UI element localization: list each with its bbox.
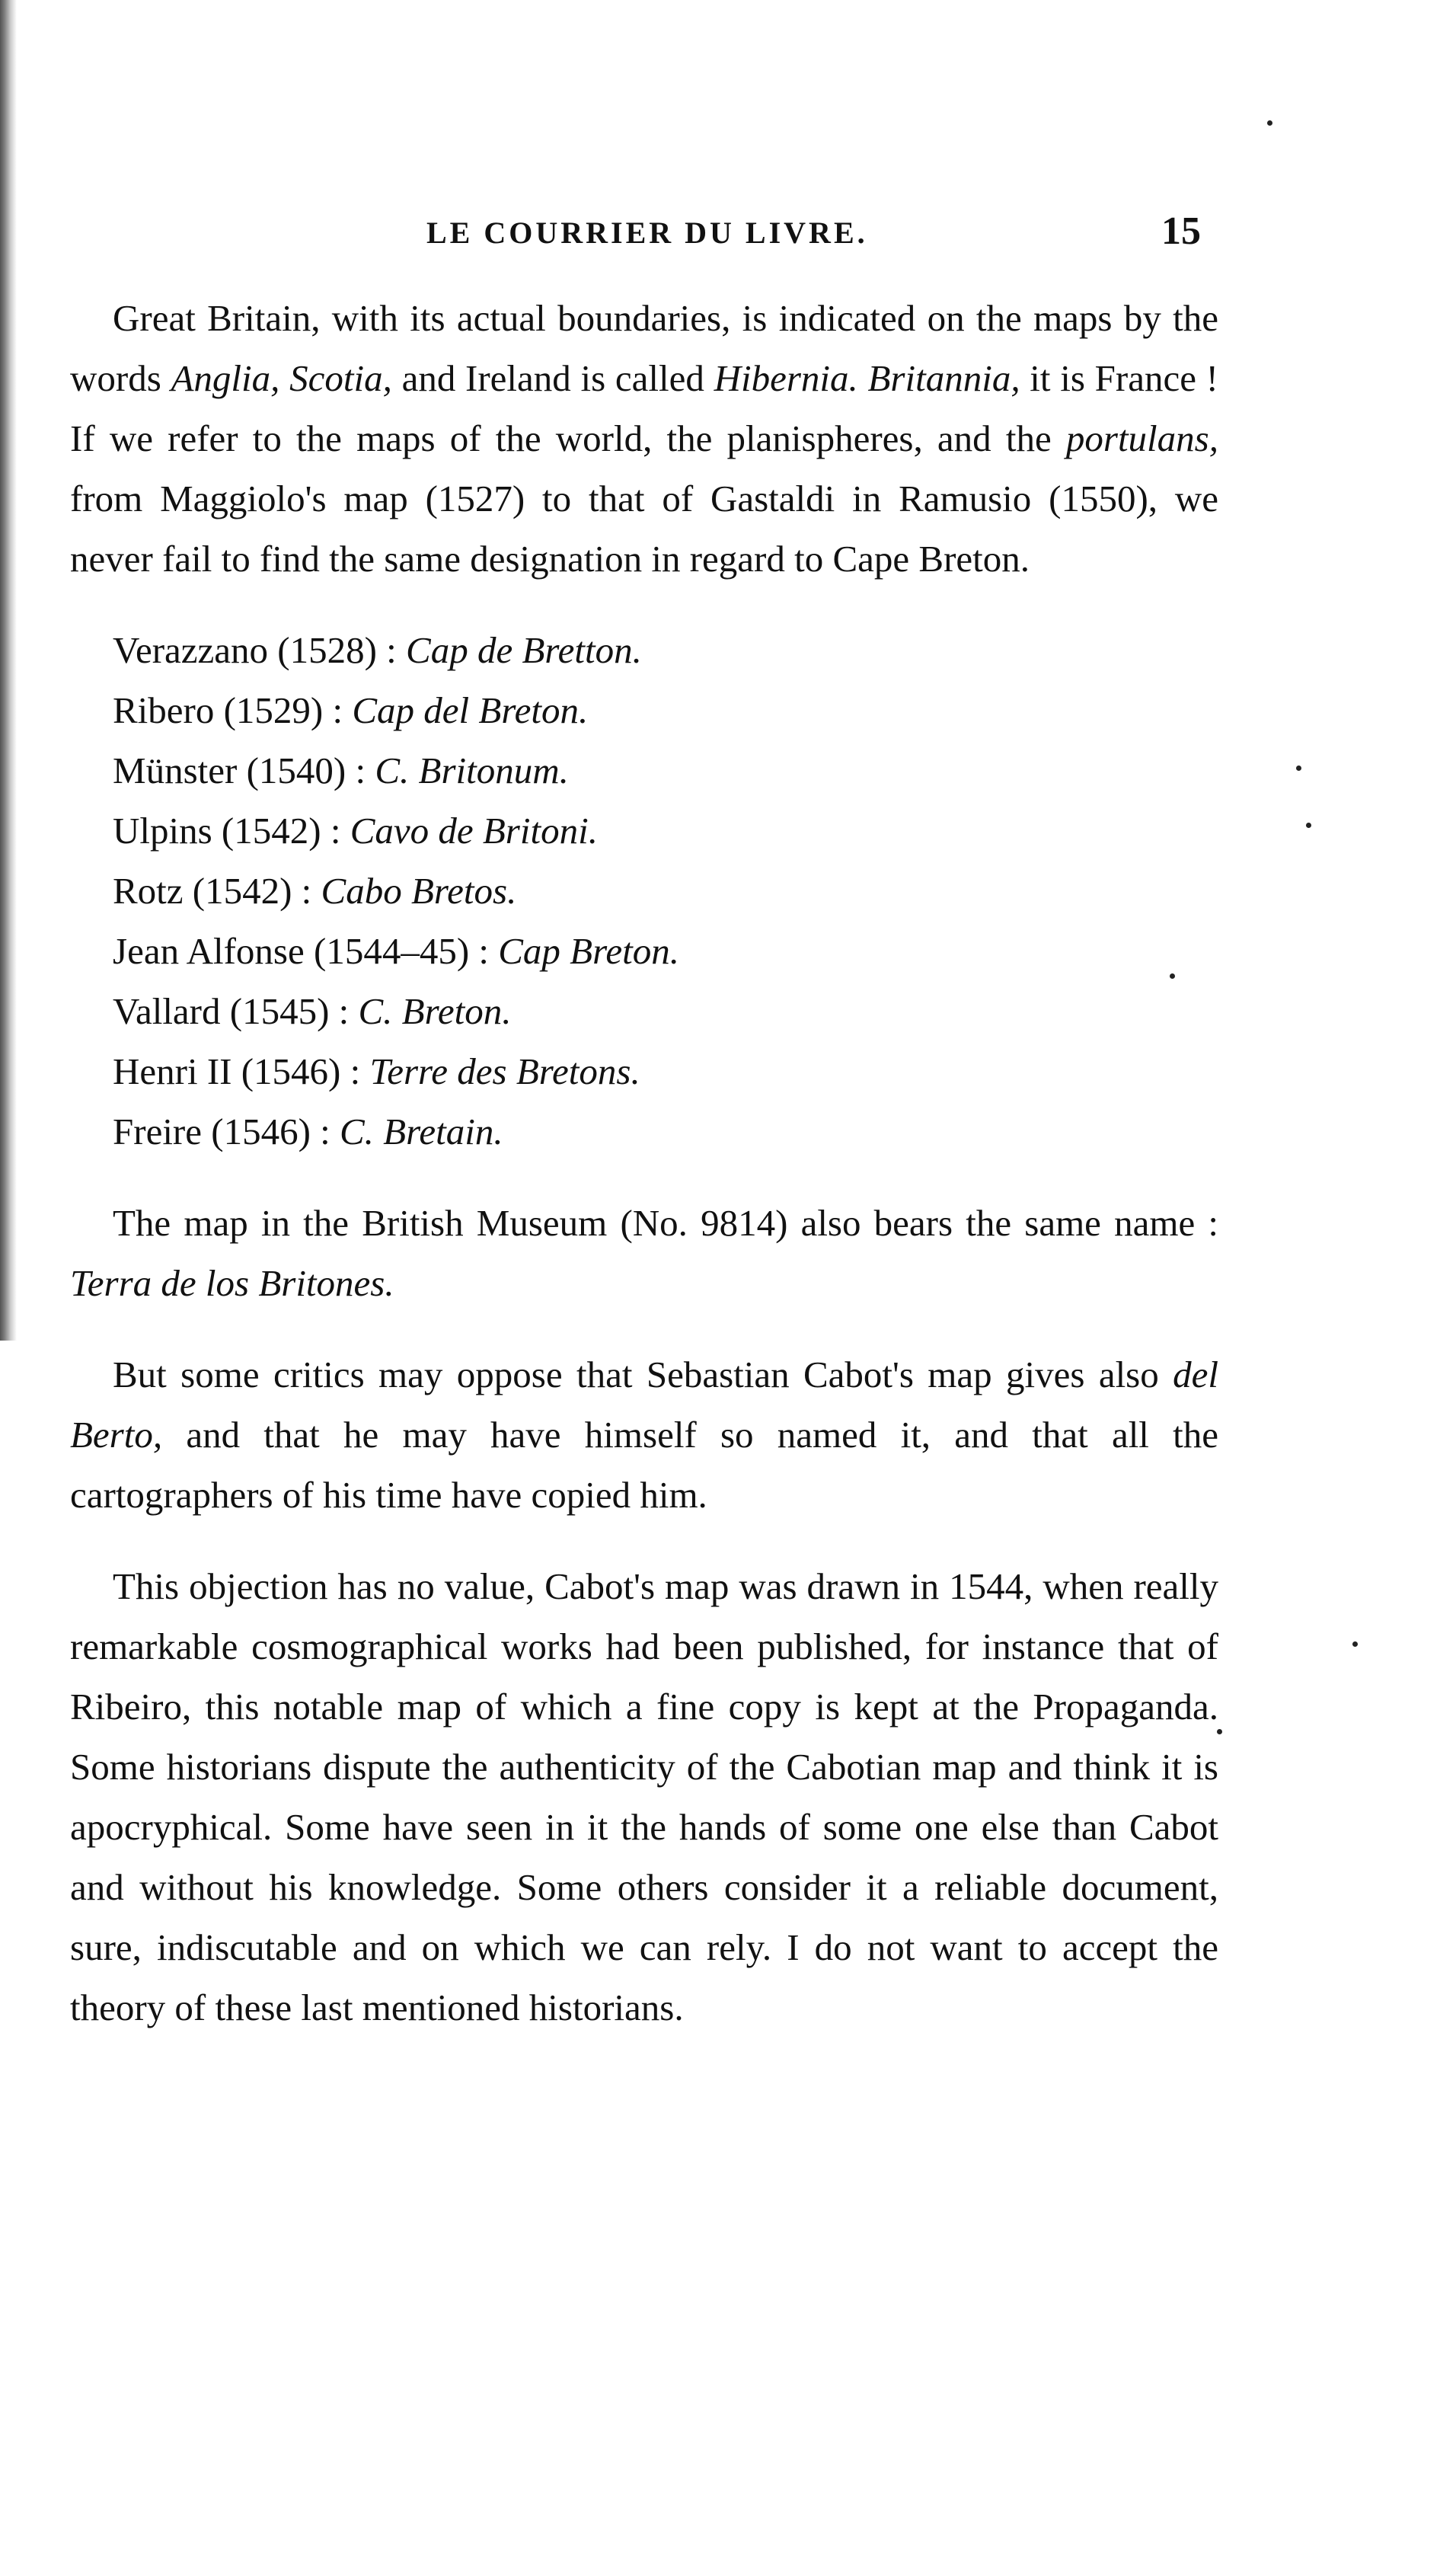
list-item	[113, 1041, 1218, 1101]
place-name: Cap del Breton.	[352, 689, 589, 731]
list-item	[113, 861, 1218, 921]
map-source: Münster (1540) :	[113, 750, 375, 791]
paragraph-1	[70, 288, 1218, 589]
cape-breton-names-list	[113, 620, 1218, 1162]
text-run: But some critics may oppose that Sebastian Cabot's map gives also	[113, 1354, 1173, 1395]
place-name: Cavo de Britoni.	[350, 810, 598, 852]
body-text	[70, 288, 1218, 2069]
list-item	[113, 1101, 1218, 1162]
map-source: Vallard (1545) :	[113, 990, 359, 1032]
page-number: 15	[1161, 209, 1201, 253]
text-run: The map in the British Museum (No. 9814) also bears the same name :	[113, 1202, 1218, 1244]
text-run: Great Britain, with its actual boundaries, is indicated on the maps by the words	[70, 297, 1218, 399]
list-item	[113, 680, 1218, 740]
place-name: Terre des Bretons.	[369, 1050, 640, 1092]
list-item	[113, 740, 1218, 801]
map-source: Ribero (1529) :	[113, 689, 353, 731]
list-item	[113, 620, 1218, 680]
ink-speck	[1296, 766, 1301, 771]
list-item	[113, 801, 1218, 861]
text-run: and Ireland is called	[391, 357, 714, 399]
text-run: and that he may have himself so named it, and that all the cartographers of his time have copied him.	[70, 1414, 1218, 1516]
paragraph-2	[70, 1193, 1218, 1313]
italic-run: Hibernia. Britannia,	[714, 357, 1020, 399]
italic-run: del Berto,	[70, 1354, 1218, 1456]
running-title: LE COURRIER DU LIVRE.	[426, 216, 868, 250]
italic-run: portulans,	[1065, 417, 1218, 459]
map-source: Rotz (1542) :	[113, 870, 321, 912]
map-source: Freire (1546) :	[113, 1111, 340, 1152]
place-name: C. Breton.	[358, 990, 512, 1032]
list-item	[113, 981, 1218, 1041]
text-run: it is France ! If we refer to the maps of the world, the planispheres, and the	[70, 357, 1219, 459]
place-name: Cap Breton.	[498, 930, 679, 972]
text-run: from Maggiolo's map (1527) to that of Gastaldi in Ramusio (1550), we never fail to find the same designation in regard to Cape Breton.	[70, 478, 1218, 580]
place-name: Cabo Bretos.	[321, 870, 517, 912]
map-source: Henri II (1546) :	[113, 1050, 370, 1092]
italic-run: Anglia, Scotia,	[171, 357, 392, 399]
ink-speck	[1306, 823, 1311, 828]
ink-speck	[1267, 120, 1272, 126]
place-name: Cap de Bretton.	[406, 629, 642, 671]
place-name: C. Bretain.	[340, 1111, 503, 1152]
binding-edge-shadow	[0, 0, 17, 1341]
ink-speck	[1352, 1641, 1358, 1647]
place-name: C. Britonum.	[375, 750, 569, 791]
map-source: Verazzano (1528) :	[113, 629, 407, 671]
paragraph-4	[70, 1556, 1218, 2038]
map-source: Ulpins (1542) :	[113, 810, 350, 852]
italic-run: Terra de los Britones.	[70, 1262, 394, 1304]
text-run: This objection has no value, Cabot's map was drawn in 1544, when really remarkable cosmographical works had been published, for instance that of Ribeiro, this notable map of which a fine copy is kept at the Propaganda. Some historians dispute the authenticity of the Cabotian map and think it is apocryphical. Some have seen in it the hands of some one else than Cabot and without his knowledge. Some others consider it a reliable document, sure, indiscutable and on which we can rely. I do not want to accept the theory of these last mentioned historians.	[70, 1565, 1218, 2028]
map-source: Jean Alfonse (1544–45) :	[113, 930, 499, 972]
paragraph-3	[70, 1344, 1218, 1525]
list-item	[113, 921, 1218, 981]
